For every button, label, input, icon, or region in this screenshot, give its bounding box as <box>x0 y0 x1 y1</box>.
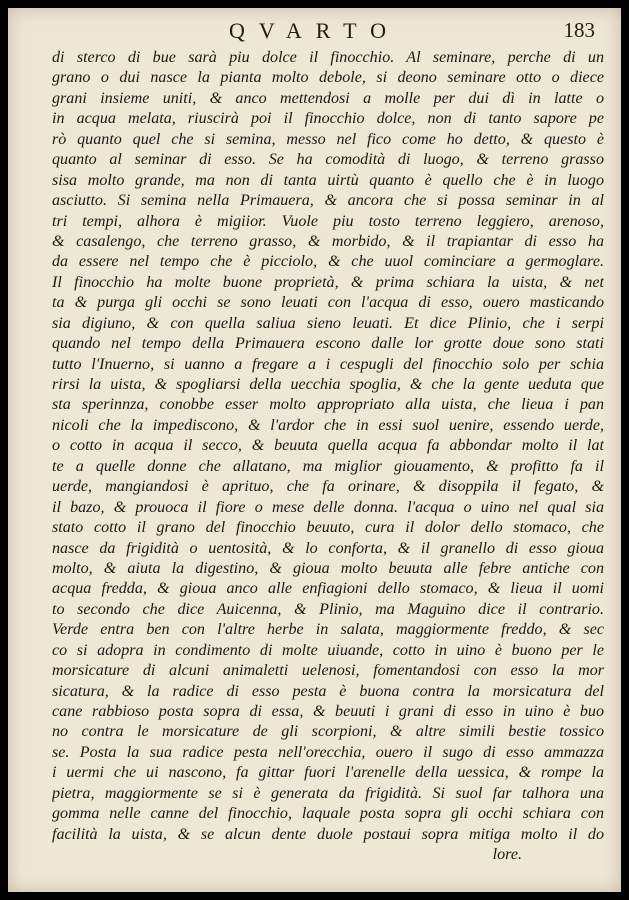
text-line: pietra, maggiormente se si è generata da frigidità. Si suol far talhora una <box>52 784 604 802</box>
text-line: quanto al seminar di esso. Se ha comodità di luogo, & terreno grasso <box>52 151 604 169</box>
text-line: Il finocchio ha molte buone proprietà, & prima schiara la uista, & net <box>52 273 604 291</box>
text-line: nasce da frigidità o uentosità, & lo conforta, & il granello di esso gioua <box>52 539 604 557</box>
text-line: no contra le morsicature de gli scorpioni, & altre simili bestie tossico <box>52 723 604 741</box>
text-line: grani insieme uniti, & anco mettendosi a molle per dui dì in latte o <box>52 89 604 107</box>
text-line: sta sperinnza, conobbe esser molto appropriato alla uista, che lieua i pan <box>52 396 604 414</box>
text-line: in acqua melata, riuscirà poi il finocchio dolce, non di tanto sapore pe <box>52 110 604 128</box>
running-head <box>8 18 621 48</box>
text-line: nicoli che la impediscono, & l'ardor che in essi suol uenire, essendo uerde, <box>52 416 604 434</box>
text-line: to secondo che dice Auicenna, & Plinio, ma Maguino dice il contrario. <box>52 600 604 618</box>
text-line: asciutto. Si semina nella Primauera, & ancora che si possa seminar in al <box>52 192 604 210</box>
running-head-title: QVARTO <box>228 18 401 43</box>
text-line: stato cotto il grano del finocchio beuuto, cura il dolor dello stomaco, che <box>52 519 604 537</box>
text-line: cane rabbioso posta sopra di essa, & beuuti i grani di esso in uino è buo <box>52 703 604 720</box>
text-line: tri tempi, alhora è migiior. Vuole piu tosto terreno leggiero, arenoso, <box>52 212 604 230</box>
text-line: tutto l'Inuerno, si uanno a fregare a i cespugli del finocchio solo per schia <box>52 355 604 373</box>
text-line: sia digiuno, & con quella saliua sieno leuati. Et dice Plinio, che i serpi <box>52 314 604 332</box>
page-number: 183 <box>563 18 595 42</box>
text-line: sicatura, & la radice di esso pesta è buona contra la morsicatura del <box>52 682 604 700</box>
text-line: & casalengo, che terreno grasso, & morbido, & il trapiantar di esso ha <box>52 232 604 250</box>
text-line: rò quanto quel che si semina, messo nel fico come ho detto, & questo è <box>52 130 604 148</box>
text-line: molto, & aiuta la digestino, & gioua molto beuuta alle febre antiche con <box>52 559 604 577</box>
text-line: il bazo, & prouoca il fiore o mese delle donna. l'acqua o uino nel qual sia <box>52 498 604 516</box>
text-line: o cotto in acqua il secco, & beuuta quella acqua fa abbondar molto il lat <box>52 437 604 455</box>
text-line: acqua fredda, & gioua anco alle enfiagioni dello stomaco, & lieua il uomi <box>52 580 604 598</box>
text-line: se. Posta la sua radice pesta nell'orecchia, ouero il sugo di esso ammazza <box>52 743 604 761</box>
text-line: ta & purga gli occhi se sono leuati con l'acqua di esso, ouero masticando <box>52 294 604 312</box>
text-line: quando nel tempo della Primauera escono dalle lor grotte doue sono stati <box>52 335 604 353</box>
body-text <box>52 48 604 866</box>
text-line: uerde, mangiandosi è aprituo, che fa orinare, & disoppila il fegato, & <box>52 478 604 496</box>
text-line: morsicature di alcuni animaletti uelenosi, fomentandosi con esso la mor <box>52 662 604 680</box>
text-line: i uermi che ui nascono, fa gittar fuori l'arenelle della uessica, & rompe la <box>52 764 604 782</box>
text-line: da essere nel tempo che è picciolo, & che uuol cominciare a germoglare. <box>52 253 604 271</box>
book-page <box>8 8 621 892</box>
text-line: rirsi la uista, & spogliarsi della uecchia spoglia, & che la gente ueduta que <box>52 376 604 393</box>
text-line: di sterco di bue sarà piu dolce il finocchio. Al seminare, perche di un <box>52 49 604 66</box>
text-line-last: lore. <box>492 846 522 864</box>
text-line: te a quelle donne che allatano, ma miglior giouamento, & profitto fa il <box>52 457 604 475</box>
text-line: sisa molto grande, ma non di tanta uirtù quanto è quello che è in luogo <box>52 171 604 189</box>
text-line: facilità la uista, & se alcun dente duole postaui sopra mitiga molto il do <box>52 825 604 843</box>
text-line: Verde entra ben con l'altre herbe in salata, maggiormente freddo, & sec <box>52 621 604 639</box>
text-line: co si adopra in condimento di molte uiuande, cotto in uino è buono per le <box>52 641 604 659</box>
text-line: grano o dui nasce la pianta molto debole, si deono seminare otto o diece <box>52 69 604 87</box>
text-line: gomma nelle canne del finocchio, laquale posta sopra gli occhi schiara con <box>52 805 604 823</box>
